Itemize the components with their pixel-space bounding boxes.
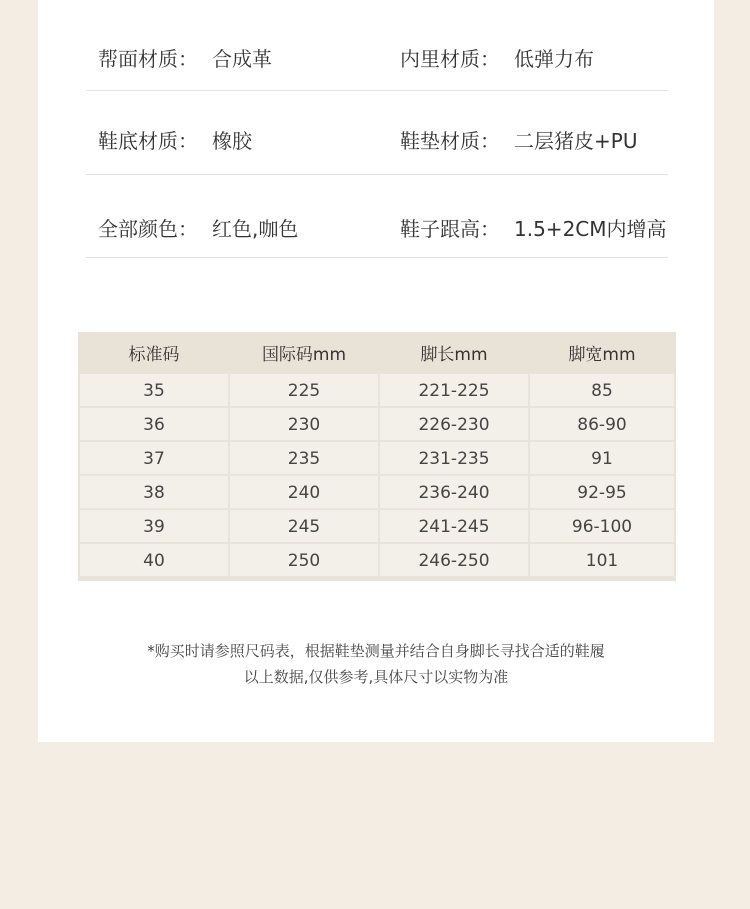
cell-standard-size: 39: [80, 510, 228, 542]
cell-international-size: 230: [230, 408, 378, 440]
all-colors-value: 红色,咖色: [212, 217, 299, 241]
sole-material-label: 鞋底材质：: [98, 129, 198, 153]
sole-material: [98, 129, 252, 153]
header-foot-length: 脚长mm: [420, 345, 488, 365]
cell-international-size: 240: [230, 476, 378, 508]
cell-foot-length: 226-230: [380, 408, 528, 440]
product-spec-card: [38, 0, 714, 742]
header-international-size: 国际码mm: [261, 345, 347, 365]
sole-material-value: 橡胶: [212, 129, 252, 153]
upper-material: [98, 47, 272, 71]
heel-height-label: 鞋子跟高：: [400, 217, 500, 241]
heel-height: [400, 217, 667, 241]
table-row: [78, 407, 676, 441]
cell-international-size: 225: [230, 374, 378, 406]
insole-material-value: 二层猪皮+PU: [514, 129, 638, 153]
cell-foot-length: 221-225: [380, 374, 528, 406]
cell-standard-size: 38: [80, 476, 228, 508]
lining-material-label: 内里材质：: [400, 47, 500, 71]
cell-foot-width: 86-90: [530, 408, 674, 440]
upper-material-value: 合成革: [212, 47, 272, 71]
cell-foot-length: 236-240: [380, 476, 528, 508]
cell-foot-width: 85: [530, 374, 674, 406]
cell-foot-width: 92-95: [530, 476, 674, 508]
lining-material-value: 低弹力布: [514, 47, 594, 71]
header-foot-width: 脚宽mm: [568, 345, 636, 365]
cell-international-size: 250: [230, 544, 378, 576]
size-note-line-2: 以上数据,仅供参考,具体尺寸以实物为准: [243, 668, 509, 686]
cell-foot-length: 231-235: [380, 442, 528, 474]
cell-foot-width: 96-100: [530, 510, 674, 542]
size-chart-table: [78, 332, 676, 581]
table-row: [78, 373, 676, 407]
cell-standard-size: 37: [80, 442, 228, 474]
table-row: [78, 441, 676, 475]
cell-international-size: 245: [230, 510, 378, 542]
size-note-line-1: *购买时请参照尺码表，根据鞋垫测量并结合自身脚长寻找合适的鞋履: [147, 642, 605, 660]
cell-foot-width: 101: [530, 544, 674, 576]
all-colors: [98, 217, 298, 241]
cell-standard-size: 40: [80, 544, 228, 576]
header-standard-size: 标准码: [128, 345, 180, 365]
lining-material: [400, 47, 594, 71]
cell-standard-size: 36: [80, 408, 228, 440]
upper-material-label: 帮面材质：: [98, 47, 198, 71]
table-row: [78, 543, 676, 577]
cell-international-size: 235: [230, 442, 378, 474]
spec-row-sole: [86, 90, 668, 175]
insole-material-label: 鞋垫材质：: [400, 129, 500, 153]
all-colors-label: 全部颜色：: [98, 217, 198, 241]
table-row: [78, 475, 676, 509]
spec-row-color: [86, 173, 668, 258]
insole-material: [400, 129, 637, 153]
cell-standard-size: 35: [80, 374, 228, 406]
spec-row-material: [86, 6, 668, 91]
cell-foot-length: 246-250: [380, 544, 528, 576]
size-chart-header: [78, 332, 676, 372]
table-row: [78, 509, 676, 543]
cell-foot-width: 91: [530, 442, 674, 474]
heel-height-value: 1.5+2CM内增高: [514, 217, 667, 241]
cell-foot-length: 241-245: [380, 510, 528, 542]
